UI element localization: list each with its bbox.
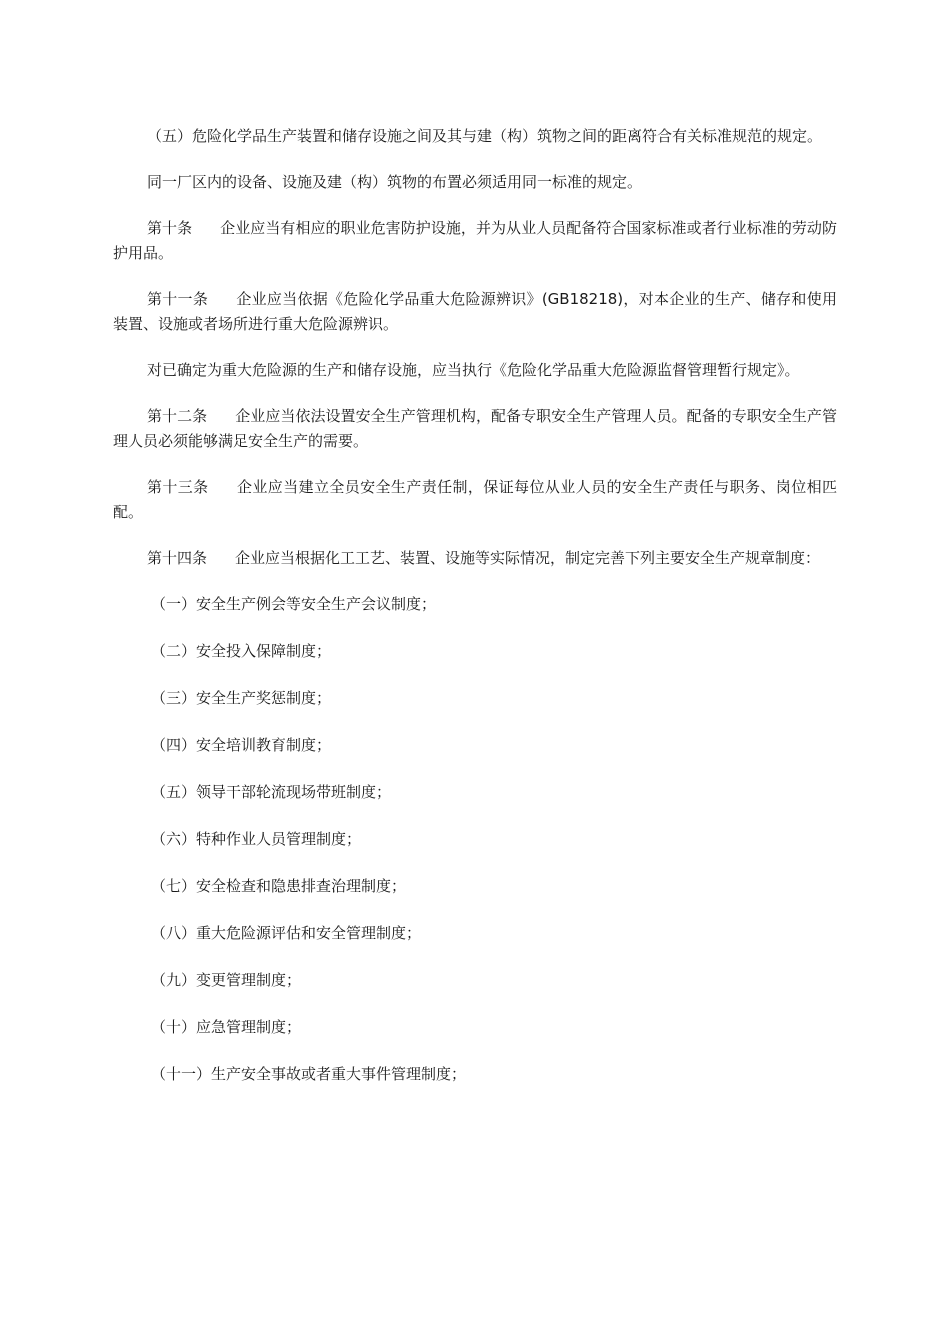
article-12 — [113, 404, 837, 454]
list-item: （九）变更管理制度； — [151, 971, 302, 989]
list-item: （十）应急管理制度； — [151, 1018, 302, 1036]
paragraph-text: 企业应当依据《危险化学品重大危险源辨识》(GB18218)，对本企业的生产、储存和使用装置、设施或者场所进行重大危险源辨识。 — [113, 290, 837, 333]
paragraph-text: （五）危险化学品生产装置和储存设施之间及其与建（构）筑物之间的距离符合有关标准规范的规定。 — [147, 127, 823, 145]
list-item: （三）安全生产奖惩制度； — [151, 689, 332, 707]
list-item: （八）重大危险源评估和安全管理制度； — [151, 924, 422, 942]
article-14 — [113, 546, 837, 571]
paragraph-text: 企业应当依法设置安全生产管理机构，配备专职安全生产管理人员。配备的专职安全生产管理人员必须能够满足安全生产的需要。 — [113, 407, 837, 450]
document-body — [113, 124, 837, 1109]
list-item: （六）特种作业人员管理制度； — [151, 830, 362, 848]
article-13 — [113, 475, 837, 525]
list-item: （一）安全生产例会等安全生产会议制度； — [151, 595, 437, 613]
list-item: （七）安全检查和隐患排查治理制度； — [151, 877, 407, 895]
list-item: （十一）生产安全事故或者重大事件管理制度； — [151, 1065, 467, 1083]
article-number: 第十一条 — [147, 290, 209, 308]
list-item: （二）安全投入保障制度； — [151, 642, 332, 660]
paragraph-same-standard — [113, 170, 837, 195]
paragraph-text: 企业应当根据化工工艺、装置、设施等实际情况，制定完善下列主要安全生产规章制度： — [235, 549, 821, 567]
paragraph-major-hazard — [113, 358, 837, 383]
list-item: （五）领导干部轮流现场带班制度； — [151, 783, 392, 801]
article-number: 第十三条 — [147, 478, 209, 496]
paragraph-text: 企业应当建立全员安全生产责任制，保证每位从业人员的安全生产责任与职务、岗位相匹配。 — [113, 478, 837, 521]
article-number: 第十二条 — [147, 407, 208, 425]
article-10 — [113, 216, 837, 266]
paragraph-text: 对已确定为重大危险源的生产和储存设施，应当执行《危险化学品重大危险源监督管理暂行规定》。 — [147, 361, 800, 379]
paragraph-distance-rule — [113, 124, 837, 149]
article-number: 第十条 — [147, 219, 193, 237]
article-11 — [113, 287, 837, 337]
list-item: （四）安全培训教育制度； — [151, 736, 332, 754]
paragraph-text: 同一厂区内的设备、设施及建（构）筑物的布置必须适用同一标准的规定。 — [147, 173, 643, 191]
paragraph-text: 企业应当有相应的职业危害防护设施，并为从业人员配备符合国家标准或者行业标准的劳动防护用品。 — [113, 219, 837, 262]
article-number: 第十四条 — [147, 549, 208, 567]
